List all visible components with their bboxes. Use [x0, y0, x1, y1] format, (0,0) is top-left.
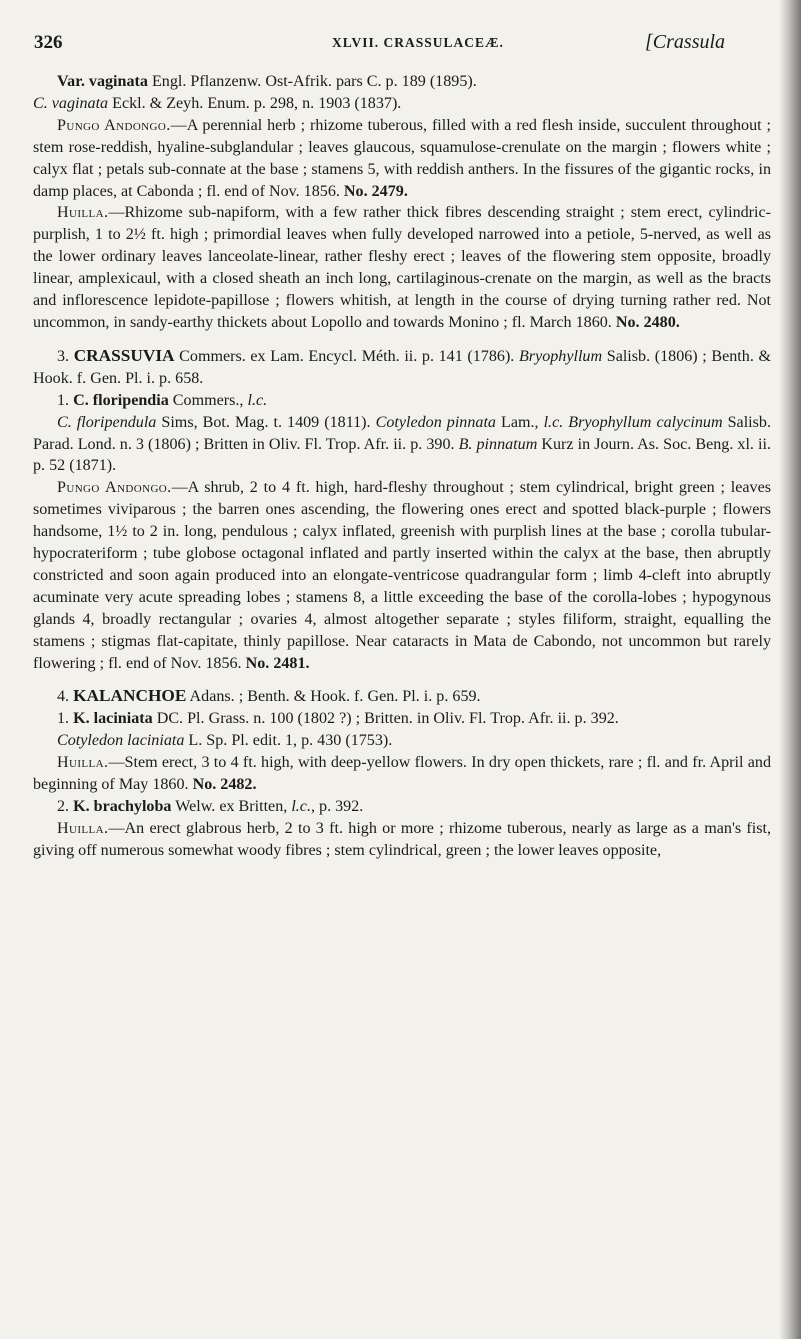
species-entry: 1. K. laciniata DC. Pl. Grass. n. 100 (1802 ?) ; Britten. in Oliv. Fl. Trop. Afr. ii. p. 392. [57, 710, 619, 728]
specimen-number: No. 2482. [192, 776, 257, 794]
genus-heading: 4. KALANCHOE Adans. ; Benth. & Hook. f. Gen. Pl. i. p. 659. [57, 686, 481, 706]
locality-name: Pungo Andongo. [57, 479, 172, 497]
species-entry: 1. C. floripendia Commers., l.c. [57, 391, 268, 409]
species-entry: 2. K. brachyloba Welw. ex Britten, l.c., p. 392. [57, 798, 364, 815]
specimen-number: No. 2479. [343, 182, 408, 200]
locality-paragraph: Pungo Andongo.—A shrub, 2 to 4 ft. high, hard-fleshy throughout ; stem cylindrical, bright green ; leaves sometimes viviparous ; the barren ones ascending, the flowering ones erect and spotted black-purple ; flowers handsome, 1½ to 2 in. long, pendulous ; calyx inflated, greenish with purplish lines at the base ; corolla tubular-hypocrateriform ; tube globose octagonal inflated and partly inserted within the calyx at the base, then abruptly constricted and soon again produced into an elongate-ventricose quadrangular form ; limb 4-cleft into abruptly acuminate very acute spreading lobes ; stamens 8, a little exceeding the base of the corolla-lobes ; hypogynous glands 4, broadly rectangular ; ovaries 4, almost altogether separate ; styles filiform, straight, equalling the stamens ; stigmas flat-capitate, thinly papillose. Near cataracts in Mata de Cabondo, not uncommon but rarely flowering ; fl. end of Nov. 1856. No. 2481. [33, 479, 771, 672]
variety-entry: Var. vaginata Engl. Pflanzenw. Ost-Afrik. pars C. p. 189 (1895). [57, 73, 477, 90]
page-number: 326 [34, 32, 63, 53]
locality-paragraph: Huilla.—Rhizome sub-napiform, with a few rather thick fibres descending straight ; stem erect, cylindric-purplish, 1 to 2½ ft. high ; primordial leaves when fully developed narrowed into a petiole, 5-nerved, as well as the lower ordinary leaves lanceolate-linear, rather fleshy erect ; leaves of the flowering stem opposite, broadly linear, amplexicaul, with a closed sheath an inch long, cartilaginous-crenate on the margin, as well as the bracts and inflorescence lepidote-papillose ; flowers whitish, at length in the course of drying turning rather red. Not uncommon, in sandy-earthy thickets about Lopollo and towards Monino ; fl. March 1860. No. 2480. [33, 204, 771, 331]
synonym-name: C. floripendula [57, 413, 157, 431]
synonym-name: Cotyledon laciniata [57, 732, 185, 750]
genus-heading: 3. CRASSUVIA Commers. ex Lam. Encycl. Méth. ii. p. 141 (1786). Bryophyllum Salisb. (1806) ; Benth. & Hook. f. Gen. Pl. i. p. 658. [33, 345, 771, 387]
page-edge-shadow [779, 0, 801, 1339]
synonym-line: C. vaginata Eckl. & Zeyh. Enum. p. 298, n. 1903 (1837). [33, 94, 402, 112]
synonym-name: B. pinnatum [458, 435, 538, 453]
page-body [33, 71, 771, 862]
species-name: K. brachyloba [73, 798, 172, 815]
variety-name: Var. vaginata [57, 73, 148, 90]
specimen-number: No. 2481. [245, 654, 310, 672]
locality-name: Huilla. [57, 754, 109, 772]
synonym-name: C. vaginata [33, 94, 109, 112]
species-name: C. floripendia [73, 391, 169, 409]
synonymy-paragraph: C. floripendula Sims, Bot. Mag. t. 1409 (1811). Cotyledon pinnata Lam., l.c. Bryophyllum calycinum Salisb. Parad. Lond. n. 3 (1806) ; Britten in Oliv. Fl. Trop. Afr. ii. p. 390. B. pinnatum Kurz in Journ. As. Soc. Beng. xl. ii. p. 52 (1871). [33, 413, 771, 475]
genus-name: KALANCHOE [73, 686, 187, 706]
synonym-name: Cotyledon pinnata [375, 413, 496, 431]
species-name: K. laciniata [73, 710, 153, 728]
synonym-name: Bryophyllum [518, 347, 603, 365]
running-header [20, 30, 780, 60]
locality-paragraph: Huilla.—An erect glabrous herb, 2 to 3 ft. high or more ; rhizome tuberous, nearly as large as a man's fist, giving off numerous somewhat woody fibres ; stem cylindrical, green ; the lower leaves opposite, [33, 819, 771, 859]
locality-paragraph: Huilla.—Stem erect, 3 to 4 ft. high, with deep-yellow flowers. In dry open thickets, rare ; fl. and fr. April and beginning of May 1860. No. 2482. [33, 754, 771, 794]
locality-paragraph: Pungo Andongo.—A perennial herb ; rhizome tuberous, filled with a red flesh inside, succulent throughout ; stem rose-reddish, hyaline-subglandular ; leaves glaucous, squamulose-crenulate on the margin ; flowers white ; calyx flat ; petals sub-connate at the base ; stamens 5, with reddish anthers. In the fissures of the gigantic rocks, in damp places, at Cabonda ; fl. end of Nov. 1856. No. 2479. [33, 116, 771, 200]
genus-name: CRASSUVIA [73, 345, 175, 365]
specimen-number: No. 2480. [615, 313, 680, 331]
running-genus: [Crassula [645, 31, 726, 53]
synonym-name: Bryophyllum calycinum [568, 413, 723, 431]
locality-name: Pungo Andongo. [57, 116, 171, 134]
synonym-line: Cotyledon laciniata L. Sp. Pl. edit. 1, p. 430 (1753). [57, 732, 393, 750]
locality-name: Huilla. [57, 204, 109, 222]
locality-name: Huilla. [57, 819, 109, 837]
running-title: XLVII. CRASSULACEÆ. [332, 35, 504, 50]
